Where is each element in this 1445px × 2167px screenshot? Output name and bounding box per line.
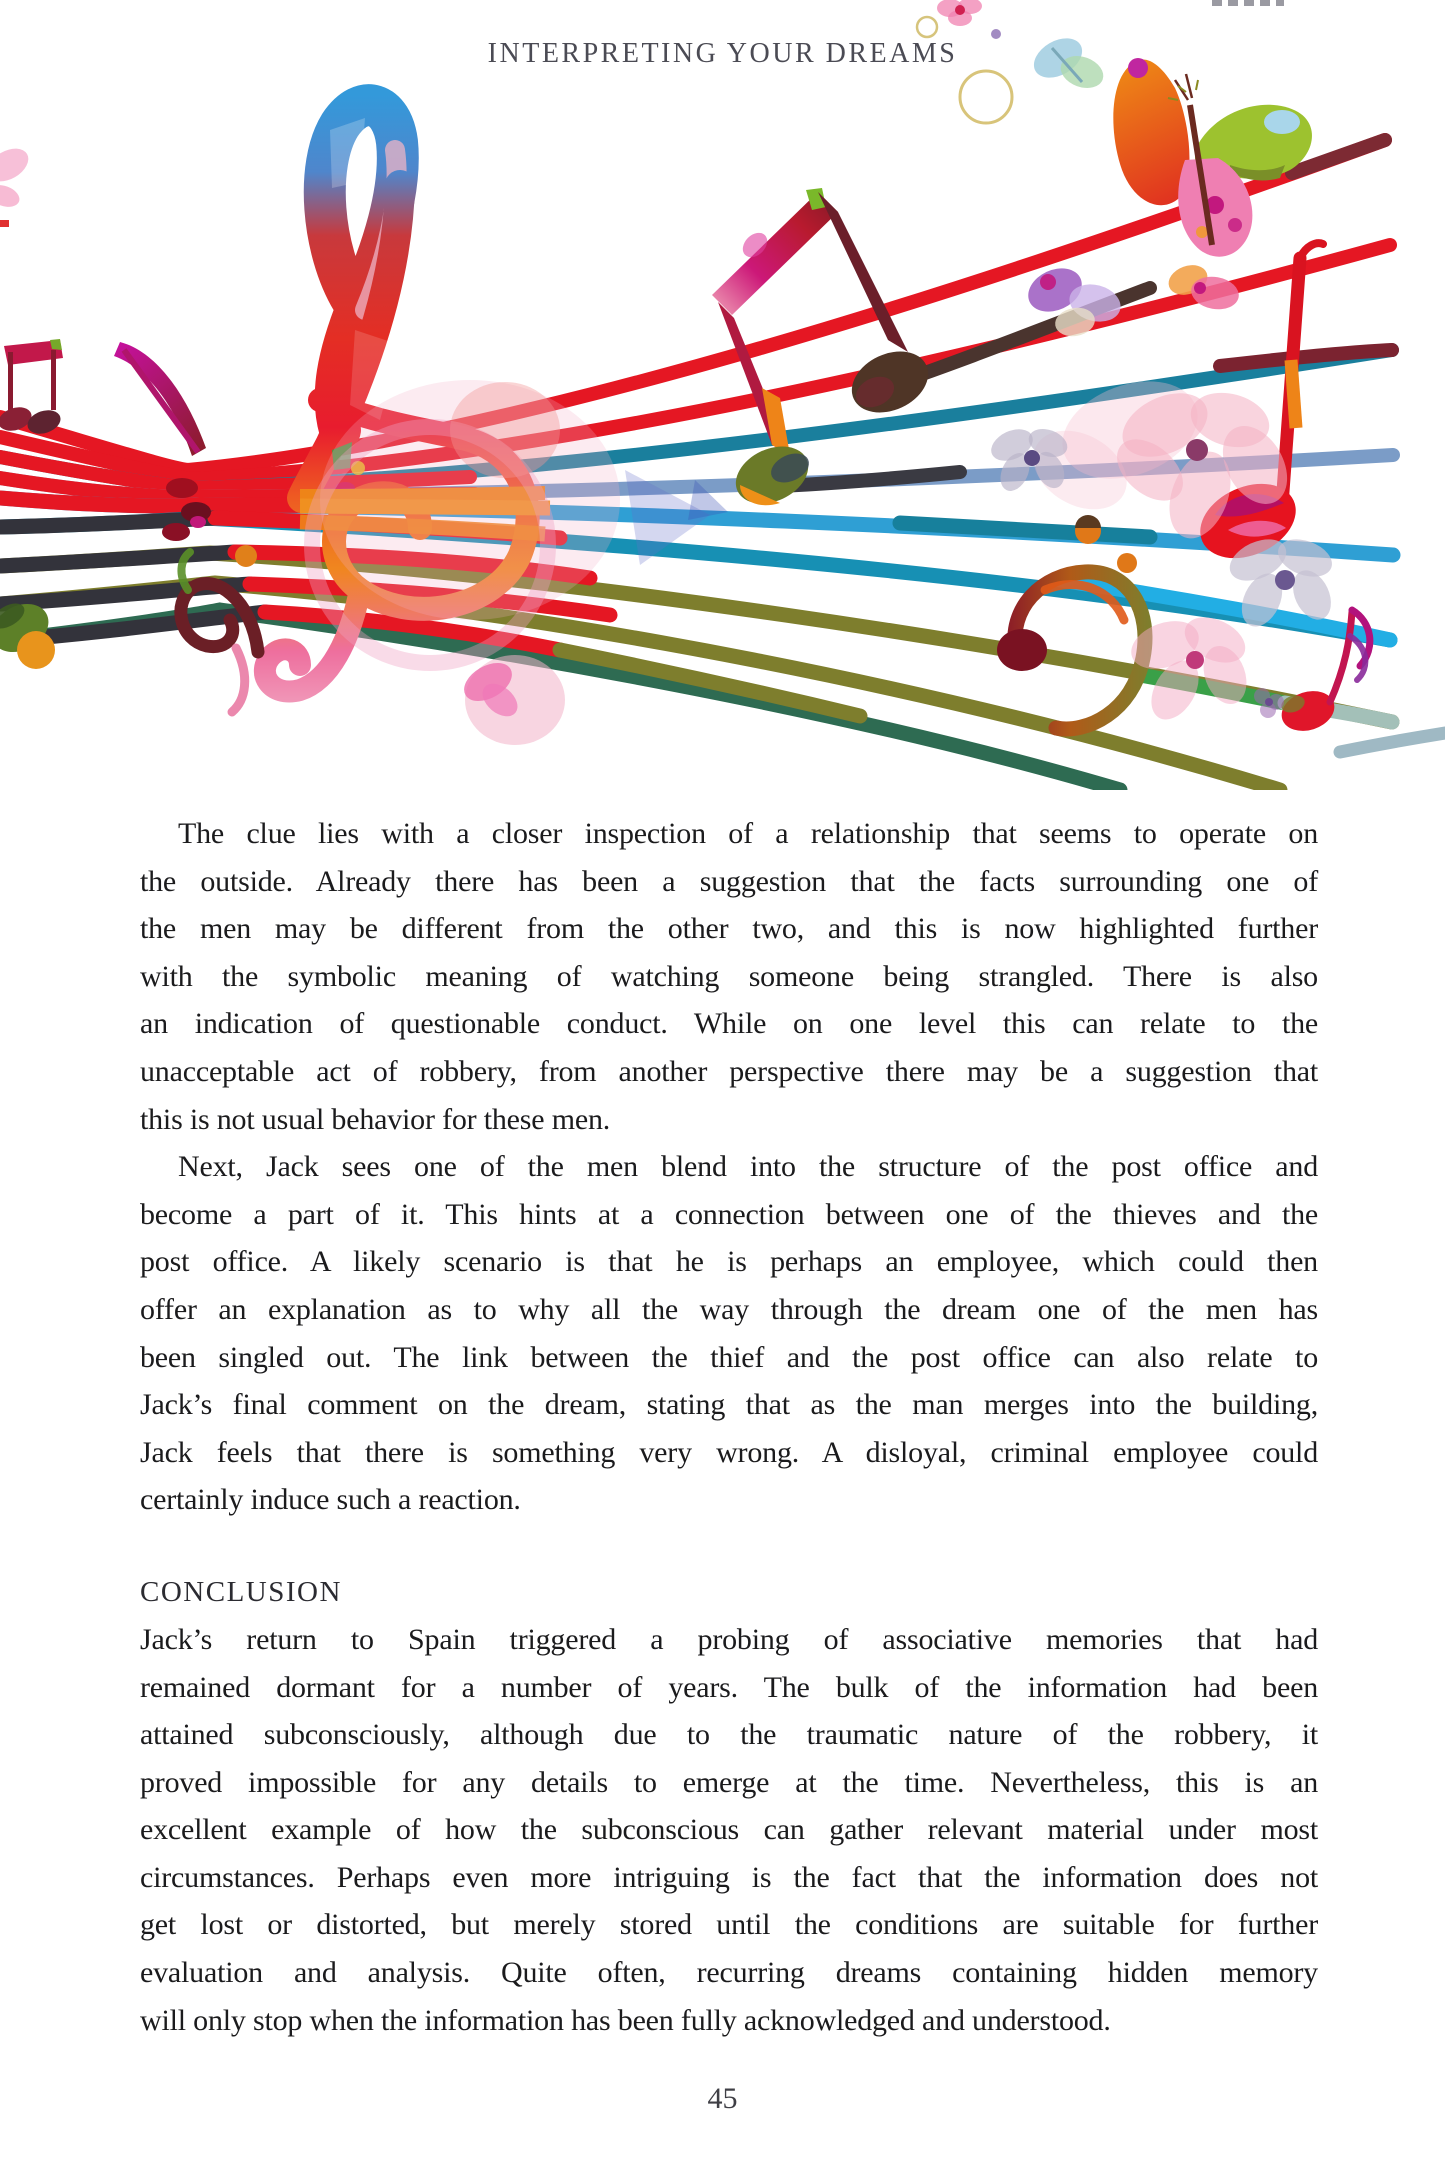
text-line: evaluation and analysis. Quite often, recurring dreams containing hidden memory — [140, 1956, 1318, 1990]
bass-clef-flourish — [997, 515, 1145, 729]
small-flourish-note — [181, 545, 258, 712]
music-staff-illustration — [0, 0, 1445, 790]
conclusion-heading: CONCLUSION — [140, 1575, 342, 1608]
pink-splash-left — [0, 142, 34, 227]
magenta-note — [114, 342, 206, 456]
text-line: Jack’s final comment on the dream, stating that as the man merges into the building, — [140, 1388, 1318, 1422]
text-line: remained dormant for a number of years. The bulk of the information had been — [140, 1670, 1318, 1704]
text-line: the outside. Already there has been a suggestion that the facts surrounding one of — [140, 864, 1318, 898]
gray-specks — [1212, 0, 1284, 6]
text-line: attained subconsciously, although due to the traumatic nature of the robbery, it — [140, 1718, 1318, 1752]
text-line: become a part of it. This hints at a connection between one of the thieves and the — [140, 1197, 1318, 1231]
article-body — [140, 810, 1318, 2044]
pink-flower-top — [937, 0, 1001, 39]
text-line: excellent example of how the subconscious can gather relevant material under most — [140, 1813, 1318, 1847]
text-line: an indication of questionable conduct. While on one level this can relate to the — [140, 1007, 1318, 1041]
text-line: The clue lies with a closer inspection of a relationship that seems to operate on — [178, 817, 1318, 850]
text-line: will only stop when the information has been fully acknowledged and understood. — [140, 2003, 1111, 2037]
paragraph — [140, 810, 1318, 1143]
left-beamed-notes — [0, 339, 64, 438]
text-line: circumstances. Perhaps even more intriguing is the fact that the information does not — [140, 1860, 1318, 1894]
text-line: certainly induce such a reaction. — [140, 1483, 521, 1517]
text-line: get lost or distorted, but merely stored until the conditions are suitable for further — [140, 1908, 1318, 1942]
page-number: 45 — [707, 2082, 738, 2115]
text-line: with the symbolic meaning of watching someone being strangled. There is also — [140, 959, 1318, 993]
text-line: Jack feels that there is something very wrong. A disloyal, criminal employee could — [140, 1435, 1318, 1469]
beamed-eighth-notes — [712, 188, 938, 515]
lavender-flower-left — [986, 423, 1071, 496]
text-line: Next, Jack sees one of the men blend into the structure of the post office and — [178, 1150, 1318, 1184]
text-line: the men may be different from the other two, and this is now highlighted further — [140, 912, 1318, 946]
text-line: Jack’s return to Spain triggered a probing of associative memories that had — [140, 1622, 1318, 1656]
page-header-title: INTERPRETING YOUR DREAMS — [487, 38, 958, 69]
paragraph — [140, 1616, 1318, 2044]
text-line: this is not usual behavior for these men. — [140, 1102, 611, 1136]
paragraph — [140, 1143, 1318, 1524]
text-line: unacceptable act of robbery, from another perspective there may be a suggestion that — [140, 1054, 1318, 1088]
text-line: proved impossible for any details to emerge at the time. Nevertheless, this is an — [140, 1765, 1318, 1799]
text-line: been singled out. The link between the thief and the post office can also relate to — [140, 1340, 1318, 1374]
text-line: offer an explanation as to why all the way through the dream one of the men has — [140, 1292, 1318, 1326]
text-line: post office. A likely scenario is that he is perhaps an employee, which could then — [140, 1245, 1318, 1279]
